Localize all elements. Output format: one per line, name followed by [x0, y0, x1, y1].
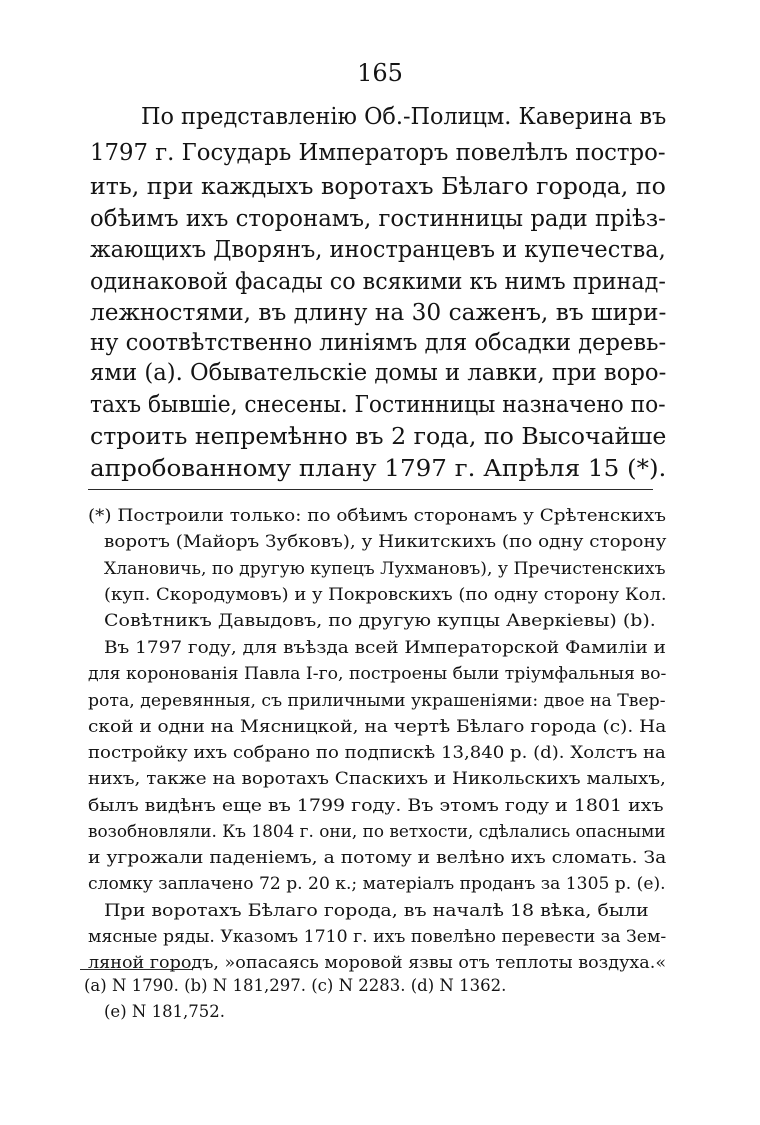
text-line: ями (а). Обывательскіе домы и лавки, при воро- [90, 358, 667, 386]
note-line: Совѣтникъ Давыдовъ, по другую купцы Аверкіевы) (b). [104, 611, 656, 630]
text-line: лежностями, въ длину на 30 саженъ, въ шири- [90, 298, 667, 326]
body-line: и угрожали паденіемъ, а потому и велѣно ихъ сломать. За [88, 848, 667, 867]
footnote-divider [80, 969, 192, 970]
body-line: Въ 1797 году, для въѣзда всей Императорской Фамиліи и [104, 638, 666, 657]
body-line: рота, деревянныя, съ приличными украшеніями: двое на Твер- [88, 691, 666, 710]
text-line: тахъ бывшіе, снесены. Гостинницы назначено по- [90, 390, 666, 418]
text-line: 1797 г. Государь Императоръ повелѣлъ постро- [90, 138, 666, 166]
note-line: Хлановичь, по другую купецъ Лухмановъ), у Пречистенскихъ [104, 559, 666, 578]
text-line: жающихъ Дворянъ, иностранцевъ и купечества, [90, 235, 666, 263]
text-line: обѣимъ ихъ сторонамъ, гостинницы ради пріѣз- [90, 204, 666, 232]
body-line: былъ видѣнъ еще въ 1799 году. Въ этомъ году и 1801 ихъ [88, 796, 664, 815]
text-line: одинаковой фасады со всякими къ нимъ принад- [90, 267, 666, 295]
body-line: ской и одни на Мясницкой, на чертѣ Бѣлаго города (с). На [88, 717, 667, 736]
body-line: для коронованія Павла I-го, построены были тріумфальныя во- [88, 664, 667, 683]
body-line: мясные ряды. Указомъ 1710 г. ихъ повелѣно перевести за Зем- [88, 927, 667, 946]
note-line: (куп. Скородумовъ) и у Покровскихъ (по одну сторону Кол. [104, 585, 667, 604]
text-line: апробованному плану 1797 г. Апрѣля 15 (*). [90, 454, 667, 482]
body-line: нихъ, также на воротахъ Спаскихъ и Никольскихъ малыхъ, [88, 769, 666, 788]
footnote-line: (e) N 181,752. [104, 1002, 226, 1021]
note-line: (*) Построили только: по обѣимъ сторонамъ у Срѣтенскихъ [88, 506, 666, 525]
body-line: возобновляли. Къ 1804 г. они, по ветхости, сдѣлались опасными [88, 822, 666, 841]
body-line: При воротахъ Бѣлаго города, въ началѣ 18 вѣка, были [104, 901, 649, 920]
text-line: ну соотвѣтственно линіямъ для обсадки деревь- [90, 328, 667, 356]
body-line: постройку ихъ собрано по подпискѣ 13,840 р. (d). Холстъ на [88, 743, 666, 762]
note-line: воротъ (Майоръ Зубковъ), у Никитскихъ (по одну сторону [104, 532, 667, 551]
page-number: 165 [357, 59, 403, 87]
body-line: сломку заплачено 72 р. 20 к.; матеріалъ проданъ за 1305 р. (е). [88, 874, 666, 893]
text-line: По представленію Об.-Полицм. Каверина въ [141, 102, 667, 130]
text-line: строить непремѣнно въ 2 года, по Высочайше [90, 422, 667, 450]
body-line: ляной городъ, »опасаясь моровой язвы отъ теплоты воздуха.« [88, 953, 667, 972]
text-line: ить, при каждыхъ воротахъ Бѣлаго города, по [90, 172, 666, 200]
footnote-line: (a) N 1790. (b) N 181,297. (c) N 2283. (d) N 1362. [84, 976, 507, 995]
section-divider [88, 489, 653, 490]
